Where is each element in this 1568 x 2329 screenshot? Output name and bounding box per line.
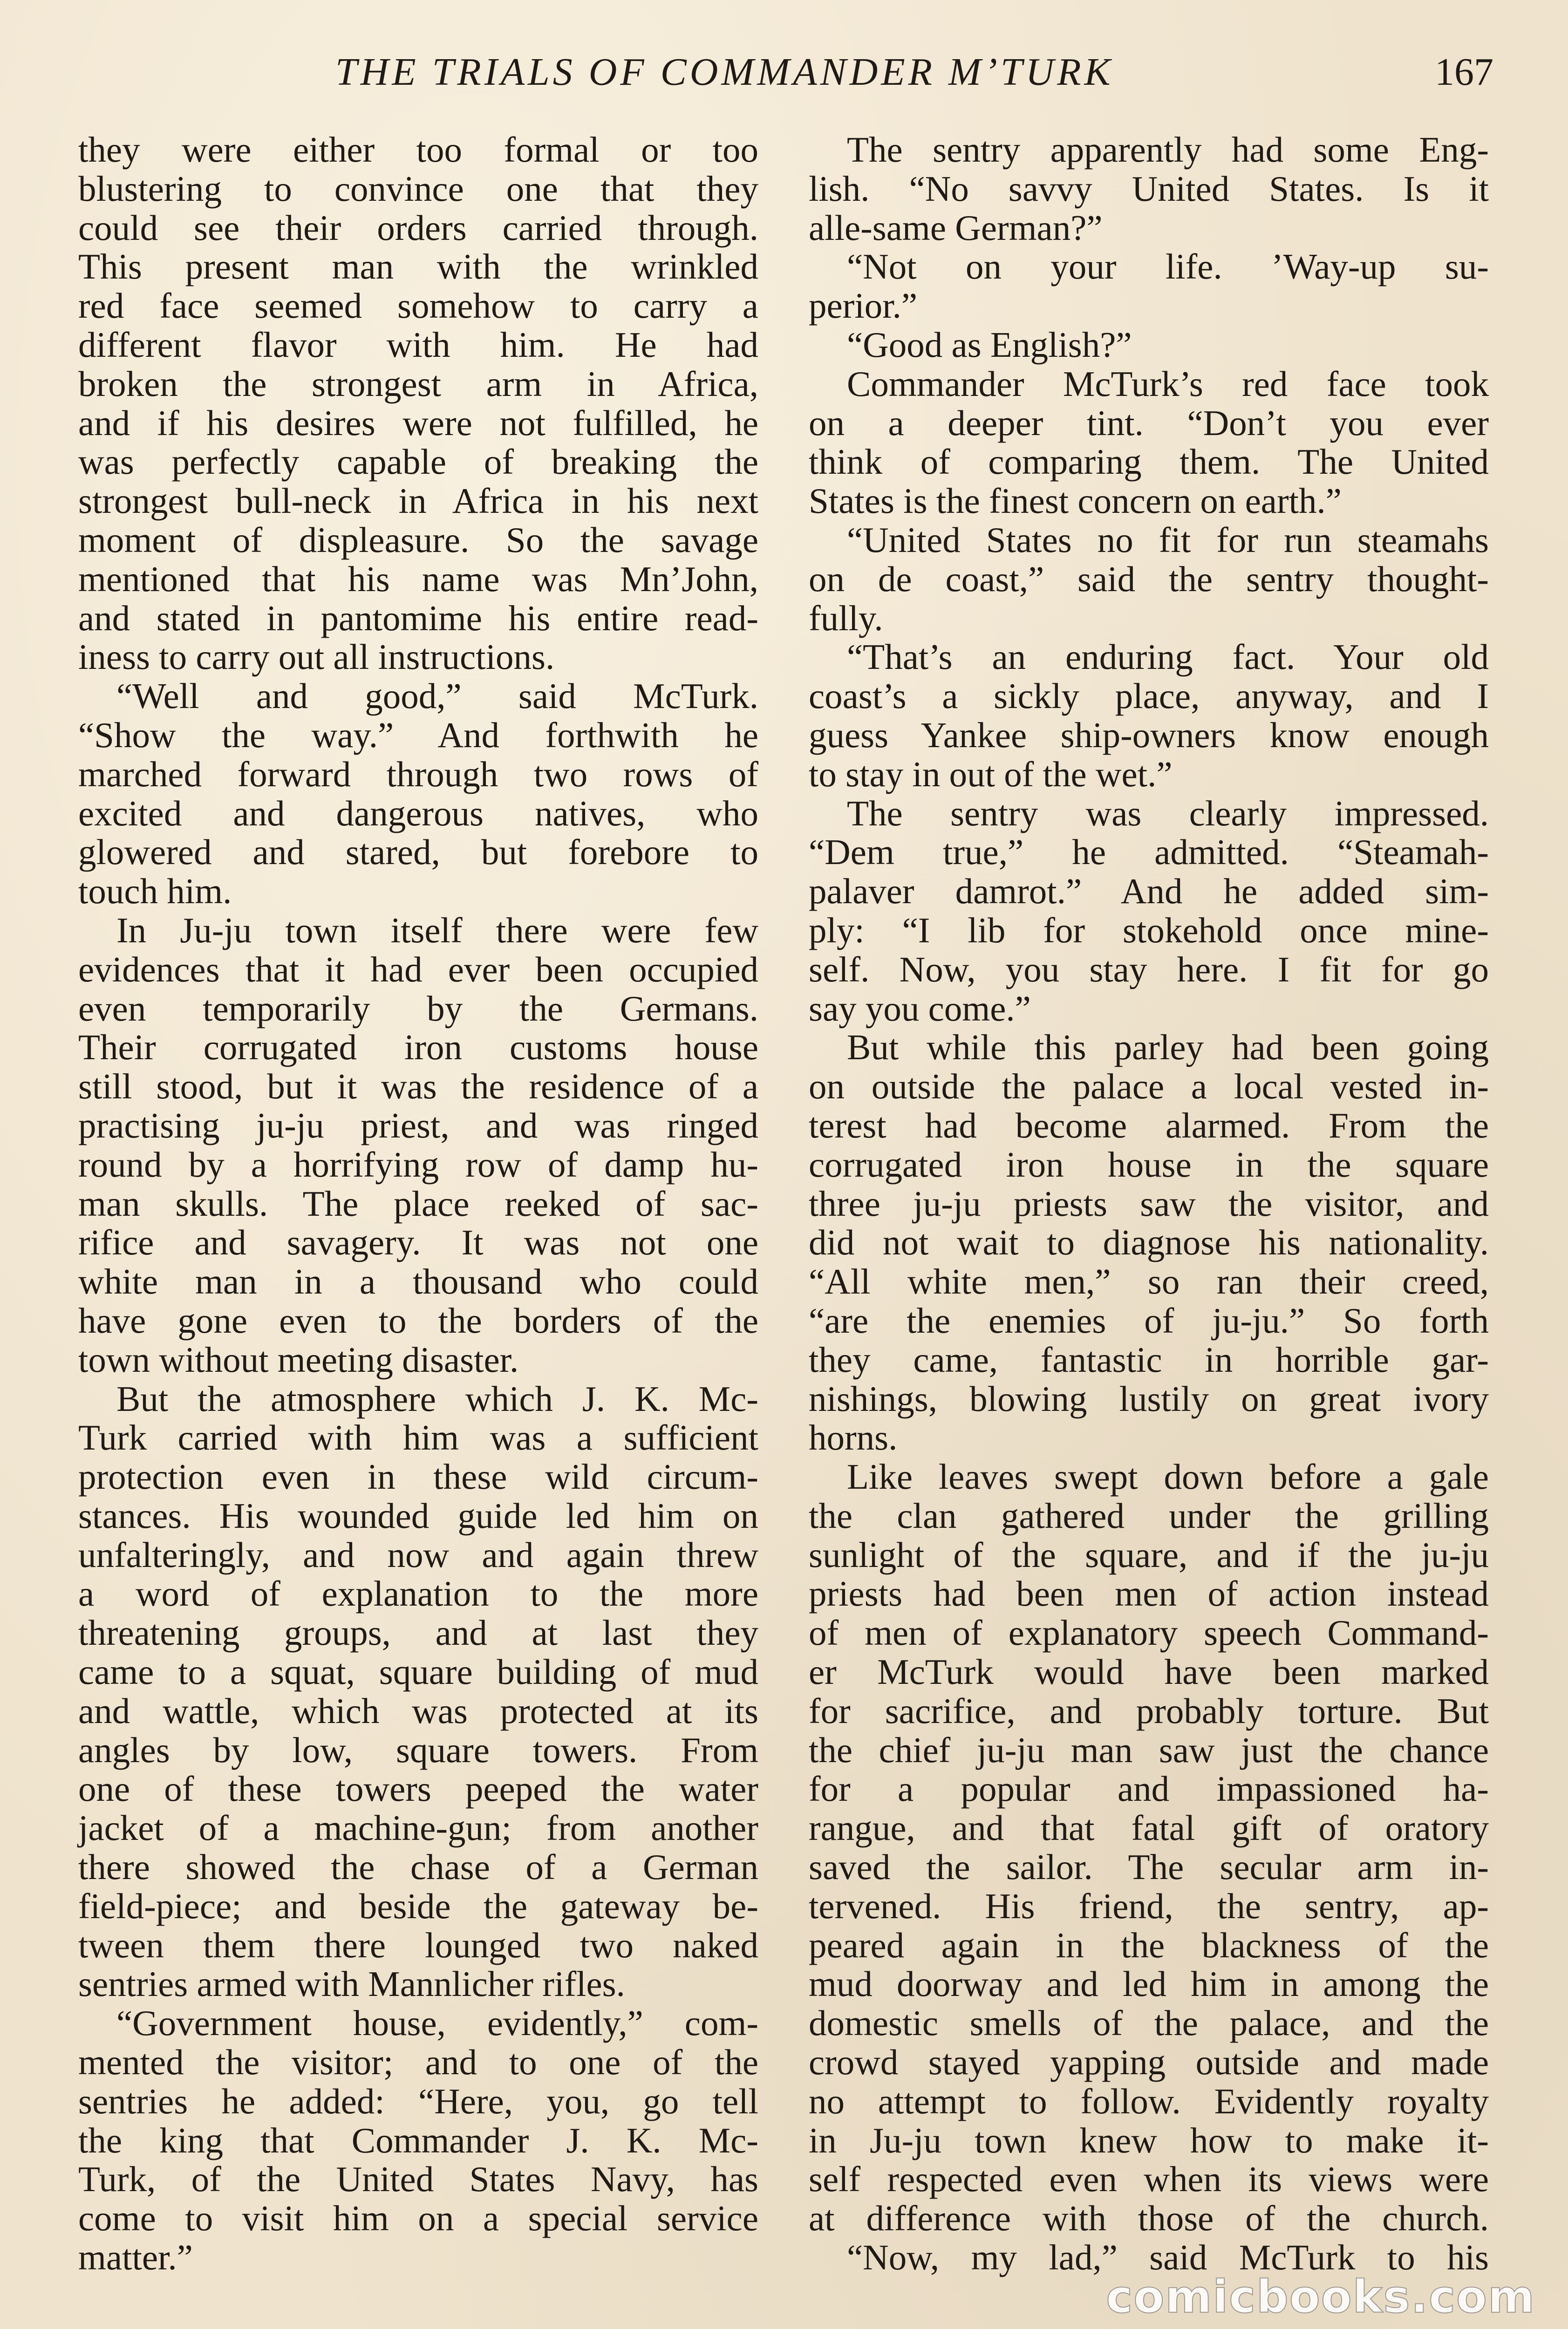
text-line: round by a horrifying row of damp hu- [78,1144,758,1185]
text-line: self respected even when its views were [809,2159,1489,2200]
text-line: tween them there lounged two naked [78,1925,758,1965]
text-line: Turk, of the United States Navy, has [78,2159,758,2200]
text-line: on a deeper tint. “Don’t you ever [809,402,1489,443]
text-line: “That’s an enduring fact. Your old [847,637,1489,677]
text-line: terest had become alarmed. From the [809,1105,1489,1145]
text-line: mud doorway and led him in among the [809,1964,1489,2004]
text-line: palaver damrot.” And he added sim- [809,871,1489,912]
running-title: THE TRIALS OF COMMANDER M’TURK [335,50,1114,94]
text-line: was perfectly capable of breaking the [78,442,758,482]
text-line: mented the visitor; and to one of the [78,2042,758,2083]
text-line: sunlight of the square, and if the ju-ju [809,1534,1489,1575]
text-line: to stay in out of the wet.” [809,754,1173,794]
text-line: town without meeting disaster. [78,1339,519,1380]
text-line: sentries he added: “Here, you, go tell [78,2081,758,2121]
text-line: guess Yankee ship-owners know enough [809,715,1489,755]
text-line: stances. His wounded guide led him on [78,1495,758,1536]
text-line: crowd stayed yapping outside and made [809,2042,1489,2083]
text-line: think of comparing them. The United [809,442,1489,482]
text-line: they came, fantastic in horrible gar- [809,1339,1489,1380]
text-line: excited and dangerous natives, who [78,793,758,833]
text-line: alle-same German?” [809,207,1103,248]
text-line: Their corrugated iron customs house [78,1027,758,1068]
text-line: the chief ju-ju man saw just the chance [809,1730,1489,1770]
text-line: This present man with the wrinkled [78,246,758,287]
text-line: domestic smells of the palace, and the [809,2003,1489,2043]
text-line: lish. “No savvy United States. Is it [809,168,1489,209]
text-line: saved the sailor. The secular arm in- [809,1847,1489,1887]
text-line: come to visit him on a special service [78,2198,758,2239]
text-line: iness to carry out all instructions. [78,637,555,677]
text-line: there showed the chase of a German [78,1847,758,1887]
text-line: for a popular and impassioned ha- [809,1769,1489,1809]
text-line: unfalteringly, and now and again threw [78,1534,758,1575]
text-line: of men of explanatory speech Command- [809,1613,1489,1653]
text-line: sentries armed with Mannlicher rifles. [78,1964,625,2004]
text-line: The sentry was clearly impressed. [847,793,1489,833]
left-column [78,130,758,2296]
text-line: corrugated iron house in the square [809,1144,1489,1185]
text-line: mentioned that his name was Mn’John, [78,558,758,599]
text-line: one of these towers peeped the water [78,1769,758,1809]
text-line: Turk carried with him was a sufficient [78,1417,758,1458]
text-line: States is the finest concern on earth.” [809,481,1342,521]
text-line: field-piece; and beside the gateway be- [78,1886,758,1926]
text-line: could see their orders carried through. [78,207,758,248]
text-line: evidences that it had ever been occupied [78,949,758,989]
text-line: Commander McTurk’s red face took [847,363,1489,404]
text-line: and if his desires were not fulfilled, he [78,402,758,443]
text-line: say you come.” [809,988,1031,1028]
text-line: self. Now, you stay here. I fit for go [809,949,1489,989]
text-line: “Show the way.” And forthwith he [78,715,758,755]
text-line: coast’s a sickly place, anyway, and I [809,676,1489,716]
text-line: still stood, but it was the residence of a [78,1066,758,1107]
text-line: angles by low, square towers. From [78,1730,758,1770]
text-line: at difference with those of the church. [809,2198,1489,2239]
page-number: 167 [1435,50,1493,94]
watermark-logo: comicbooks.com [1106,2271,1535,2323]
text-line: But while this parley had been going [847,1027,1489,1068]
text-line: and stated in pantomime his entire read- [78,598,758,638]
text-line: perior.” [809,286,918,326]
text-line: man skulls. The place reeked of sac- [78,1183,758,1224]
text-line: “United States no fit for run steamahs [847,519,1489,560]
text-line: for sacrifice, and probably torture. But [809,1690,1489,1731]
text-line: “are the enemies of ju-ju.” So forth [809,1300,1489,1341]
text-line: broken the strongest arm in Africa, [78,363,758,404]
text-line: tervened. His friend, the sentry, ap- [809,1886,1489,1926]
text-line: have gone even to the borders of the [78,1300,758,1341]
text-line: even temporarily by the Germans. [78,988,758,1028]
text-line: matter.” [78,2237,193,2278]
text-line: jacket of a machine-gun; from another [78,1808,758,1848]
text-line: rifice and savagery. It was not one [78,1222,758,1263]
text-line: and wattle, which was protected at its [78,1690,758,1731]
text-line: the clan gathered under the grilling [809,1495,1489,1536]
right-column [809,130,1489,2296]
text-line: on de coast,” said the sentry thought- [809,558,1489,599]
text-line: marched forward through two rows of [78,754,758,794]
text-line: er McTurk would have been marked [809,1652,1489,1692]
text-line: “Not on your life. ’Way-up su- [847,246,1489,287]
text-line: protection even in these wild circum- [78,1457,758,1497]
text-line: came to a squat, square building of mud [78,1652,758,1692]
text-line: moment of displeasure. So the savage [78,519,758,560]
text-line: white man in a thousand who could [78,1261,758,1302]
text-line: a word of explanation to the more [78,1573,758,1614]
text-line: rangue, and that fatal gift of oratory [809,1808,1489,1848]
text-line: did not wait to diagnose his nationality. [809,1222,1489,1263]
text-line: fully. [809,598,883,638]
text-line: The sentry apparently had some Eng- [847,129,1489,170]
text-line: But the atmosphere which J. K. Mc- [116,1378,758,1419]
text-line: priests had been men of action instead [809,1573,1489,1614]
text-line: “Government house, evidently,” com- [116,2003,758,2043]
text-line: practising ju-ju priest, and was ringed [78,1105,758,1145]
text-line: “Now, my lad,” said McTurk to his [847,2237,1489,2278]
text-line: in Ju-ju town knew how to make it- [809,2120,1489,2160]
text-line: different flavor with him. He had [78,324,758,365]
text-line: strongest bull-neck in Africa in his next [78,481,758,521]
text-line: the king that Commander J. K. Mc- [78,2120,758,2160]
text-line: peared again in the blackness of the [809,1925,1489,1965]
text-line: horns. [809,1417,898,1458]
text-line: “All white men,” so ran their creed, [809,1261,1489,1302]
text-line: touch him. [78,871,232,912]
text-line: Like leaves swept down before a gale [847,1457,1489,1497]
text-line: “Dem true,” he admitted. “Steamah- [809,832,1489,872]
text-line: “Good as English?” [847,324,1132,365]
running-head [0,44,1568,100]
text-line: no attempt to follow. Evidently royalty [809,2081,1489,2121]
text-line: ply: “I lib for stokehold once mine- [809,910,1489,950]
text-line: they were either too formal or too [78,129,758,170]
text-line: red face seemed somehow to carry a [78,286,758,326]
text-line: glowered and stared, but forebore to [78,832,758,872]
text-line: on outside the palace a local vested in- [809,1066,1489,1107]
text-line: nishings, blowing lustily on great ivory [809,1378,1489,1419]
text-line: threatening groups, and at last they [78,1613,758,1653]
text-line: three ju-ju priests saw the visitor, and [809,1183,1489,1224]
text-line: In Ju-ju town itself there were few [116,910,758,950]
text-line: “Well and good,” said McTurk. [116,676,758,716]
text-line: blustering to convince one that they [78,168,758,209]
